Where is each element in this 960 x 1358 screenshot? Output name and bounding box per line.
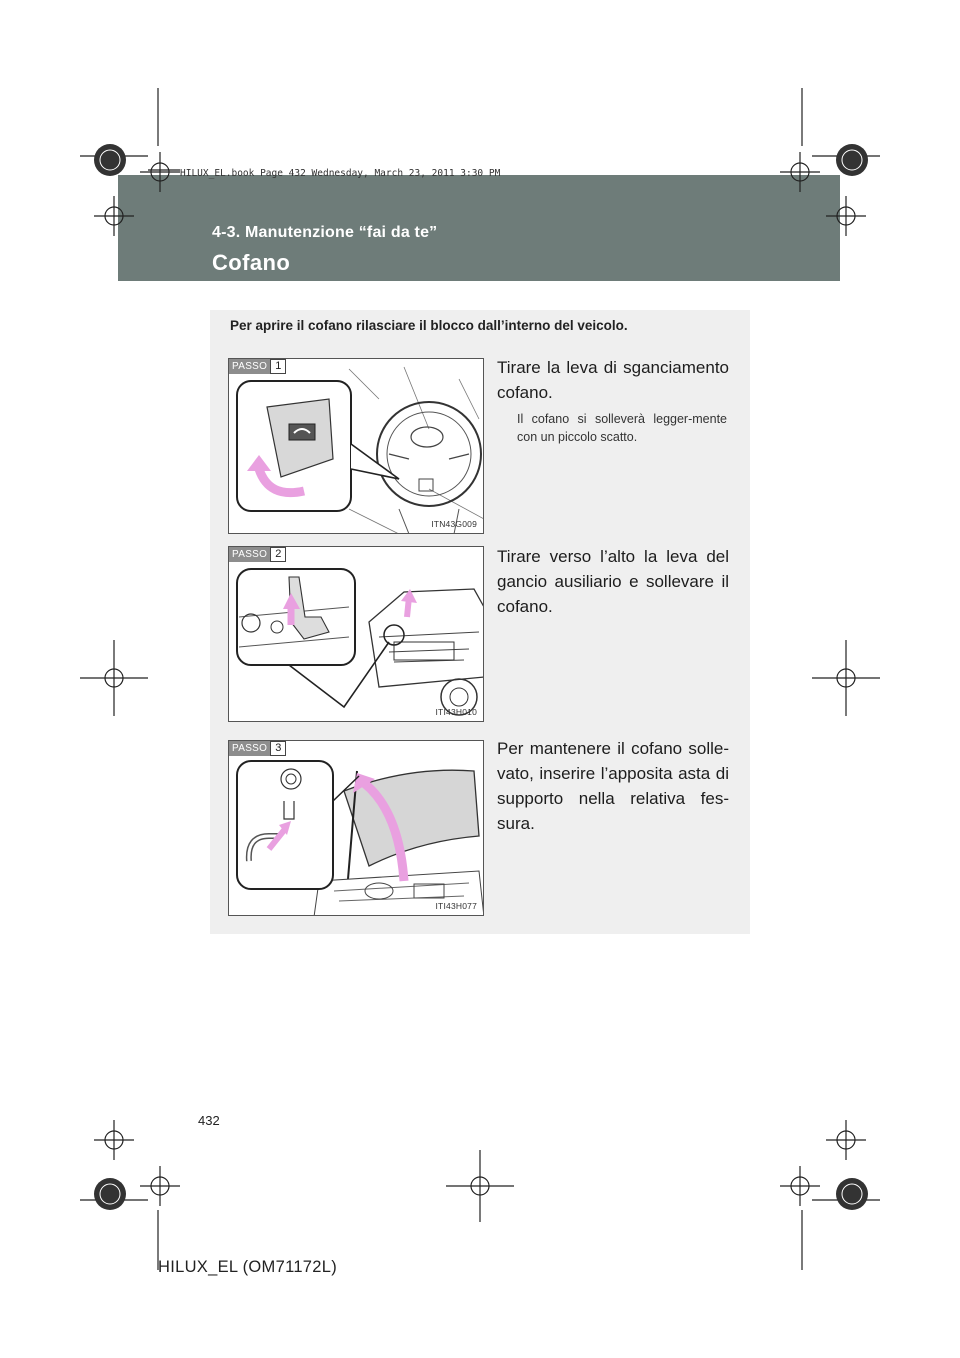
book-meta-line: HILUX_EL.book Page 432 Wednesday, March 23, 2011 3:30 PM [180, 168, 501, 179]
step-badge-number: 2 [270, 547, 286, 562]
page-title: Cofano [212, 250, 291, 275]
section-heading: 4-3. Manutenzione “fai da te” [212, 224, 438, 241]
step-badge-number: 3 [270, 741, 286, 756]
step-badge-label: PASSO [229, 741, 270, 756]
figure-code: ITI43H010 [435, 707, 477, 717]
step-badge-label: PASSO [229, 359, 270, 374]
intro-text: Per aprire il cofano rilasciare il blocco dall’interno del veicolo. [230, 318, 628, 333]
footer-model-code: HILUX_EL (OM71172L) [158, 1258, 338, 1276]
starburst-register-icon [94, 144, 868, 1210]
step-badge-label: PASSO [229, 547, 270, 562]
page-number: 432 [198, 1113, 220, 1128]
step-1-text: Tirare la leva di sganciamento cofano. [497, 358, 729, 402]
step-1-note: Il cofano si solleverà legger-mente con un piccolo scatto. [517, 412, 727, 444]
crosshair-target-icon [80, 152, 880, 1222]
step-2-text: Tirare verso l’alto la leva del gancio ausiliario e sollevare il cofano. [497, 547, 729, 616]
figure-code: ITI43H077 [435, 901, 477, 911]
step-3-text: Per mantenere il cofano solle-vato, inserire l’apposita asta di supporto nella relativa fes-sura. [497, 739, 729, 833]
step-badge-number: 1 [270, 359, 286, 374]
figure-code: ITN43G009 [431, 519, 477, 529]
